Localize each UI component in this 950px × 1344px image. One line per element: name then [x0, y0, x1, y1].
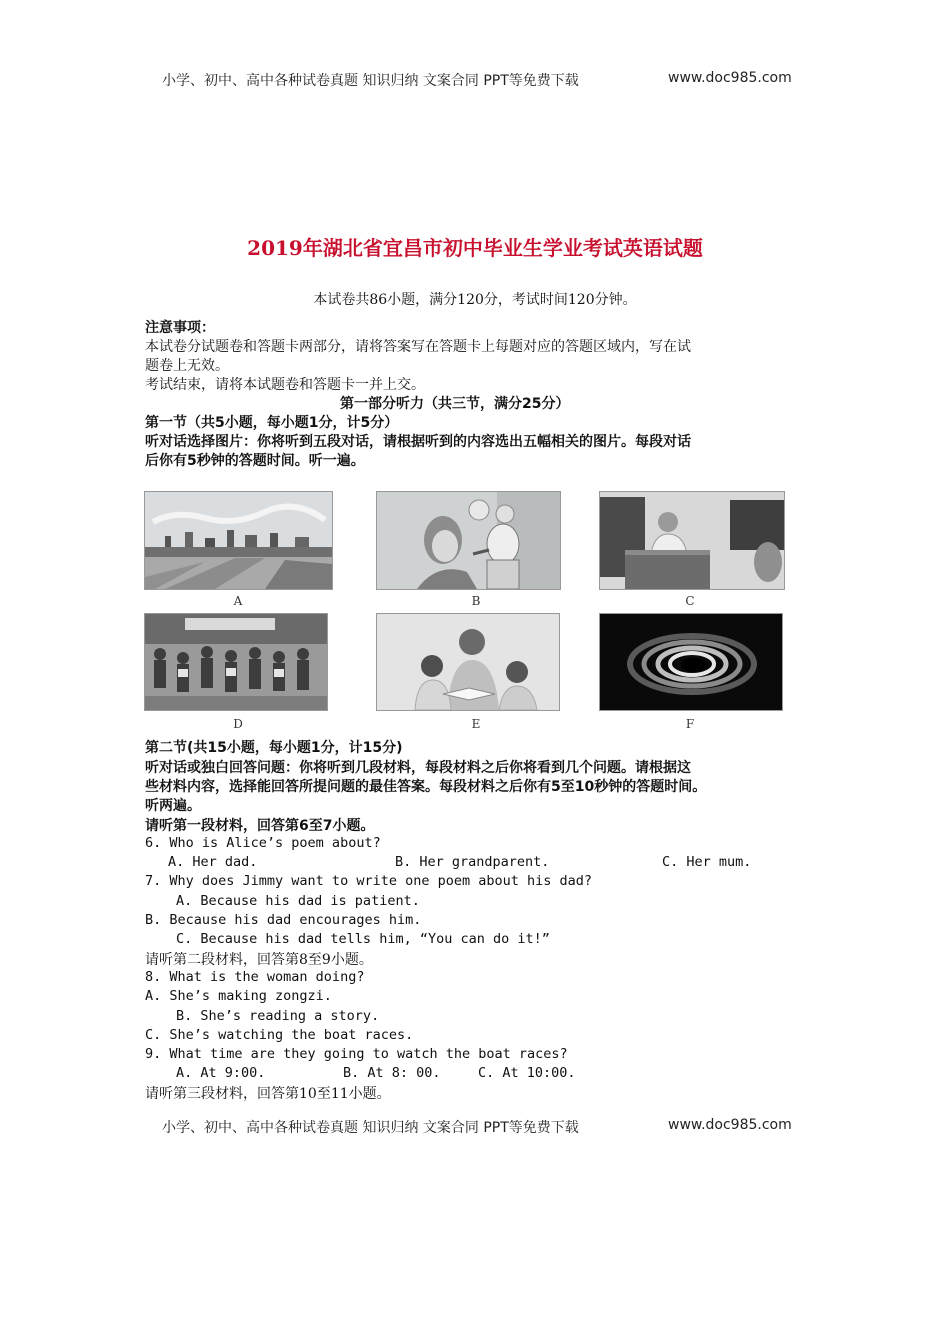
notice-line-2: 考试结束，请将本试题卷和答题卡一并上交。	[145, 377, 425, 393]
material-1-heading: 请听第一段材料，回答第6至7小题。	[145, 818, 375, 834]
notice-line-1b: 题卷上无效。	[145, 358, 229, 374]
notice-heading: 注意事项：	[145, 320, 215, 336]
question-6-option-a: A. Her dad.	[168, 854, 258, 870]
picture-b-label: B	[471, 594, 481, 608]
section1-instructions-a: 听对话选择图片：你将听到五段对话，请根据听到的内容选出五幅相关的图片。每段对话	[145, 434, 691, 450]
question-8: 8. What is the woman doing?	[145, 969, 365, 985]
question-9-option-b: B. At 8: 00.	[343, 1065, 441, 1081]
question-8-option-a: A. She’s making zongzi.	[145, 988, 332, 1004]
picture-c-teacher	[599, 491, 785, 590]
question-7-option-a: A. Because his dad is patient.	[176, 893, 420, 909]
picture-b-robot	[376, 491, 561, 590]
material-2-heading: 请听第二段材料，回答第8至9小题。	[145, 952, 373, 968]
section2-instructions-b: 些材料内容，选择能回答所提问题的最佳答案。每段材料之后你有5至10秒钟的答题时间。	[145, 779, 707, 795]
page-title: 2019年湖北省宜昌市初中毕业生学业考试英语试题	[247, 236, 703, 260]
part1-heading: 第一部分听力（共三节，满分25分）	[340, 396, 570, 412]
section1-heading: 第一节（共5小题，每小题1分，计5分）	[145, 415, 399, 431]
question-7-option-c: C. Because his dad tells him, “You can do it!”	[176, 931, 550, 947]
section2-instructions-a: 听对话或独白回答问题：你将听到几段材料，每段材料之后你将看到几个问题。请根据这	[145, 760, 691, 776]
section2-instructions-c: 听两遍。	[145, 798, 201, 814]
question-9-option-a: A. At 9:00.	[176, 1065, 266, 1081]
picture-c-label: C	[685, 594, 695, 608]
question-6-option-c: C. Her mum.	[662, 854, 752, 870]
question-7: 7. Why does Jimmy want to write one poem about his dad?	[145, 873, 593, 889]
question-8-option-b: B. She’s reading a story.	[176, 1008, 380, 1024]
footer-url[interactable]: www.doc985.com	[668, 1117, 792, 1133]
exam-info: 本试卷共86小题，满分120分，考试时间120分钟。	[313, 292, 637, 308]
picture-e-reading	[376, 613, 560, 711]
question-7-option-b: B. Because his dad encourages him.	[145, 912, 422, 928]
section2-heading: 第二节(共15小题，每小题1分，计15分)	[145, 740, 403, 756]
header-url[interactable]: www.doc985.com	[668, 70, 792, 86]
question-6-option-b: B. Her grandparent.	[395, 854, 550, 870]
picture-f-label: F	[685, 717, 695, 731]
section1-instructions-b: 后你有5秒钟的答题时间。听一遍。	[145, 453, 365, 469]
picture-f-black-hole	[599, 613, 783, 711]
header-text: 小学、初中、高中各种试卷真题 知识归纳 文案合同 PPT等免费下载	[162, 73, 579, 89]
footer-text: 小学、初中、高中各种试卷真题 知识归纳 文案合同 PPT等免费下载	[162, 1120, 579, 1136]
question-6: 6. Who is Alice’s poem about?	[145, 835, 381, 851]
picture-d-label: D	[233, 717, 243, 731]
notice-line-1a: 本试卷分试题卷和答题卡两部分，请将答案写在答题卡上每题对应的答题区域内，写在试	[145, 339, 691, 355]
question-9-option-c: C. At 10:00.	[478, 1065, 576, 1081]
picture-e-label: E	[471, 717, 481, 731]
picture-a-city-park	[144, 491, 333, 590]
material-3-heading: 请听第三段材料，回答第10至11小题。	[145, 1086, 391, 1102]
picture-d-marathon	[144, 613, 328, 711]
picture-a-label: A	[233, 594, 243, 608]
question-9: 9. What time are they going to watch the boat races?	[145, 1046, 568, 1062]
question-8-option-c: C. She’s watching the boat races.	[145, 1027, 414, 1043]
